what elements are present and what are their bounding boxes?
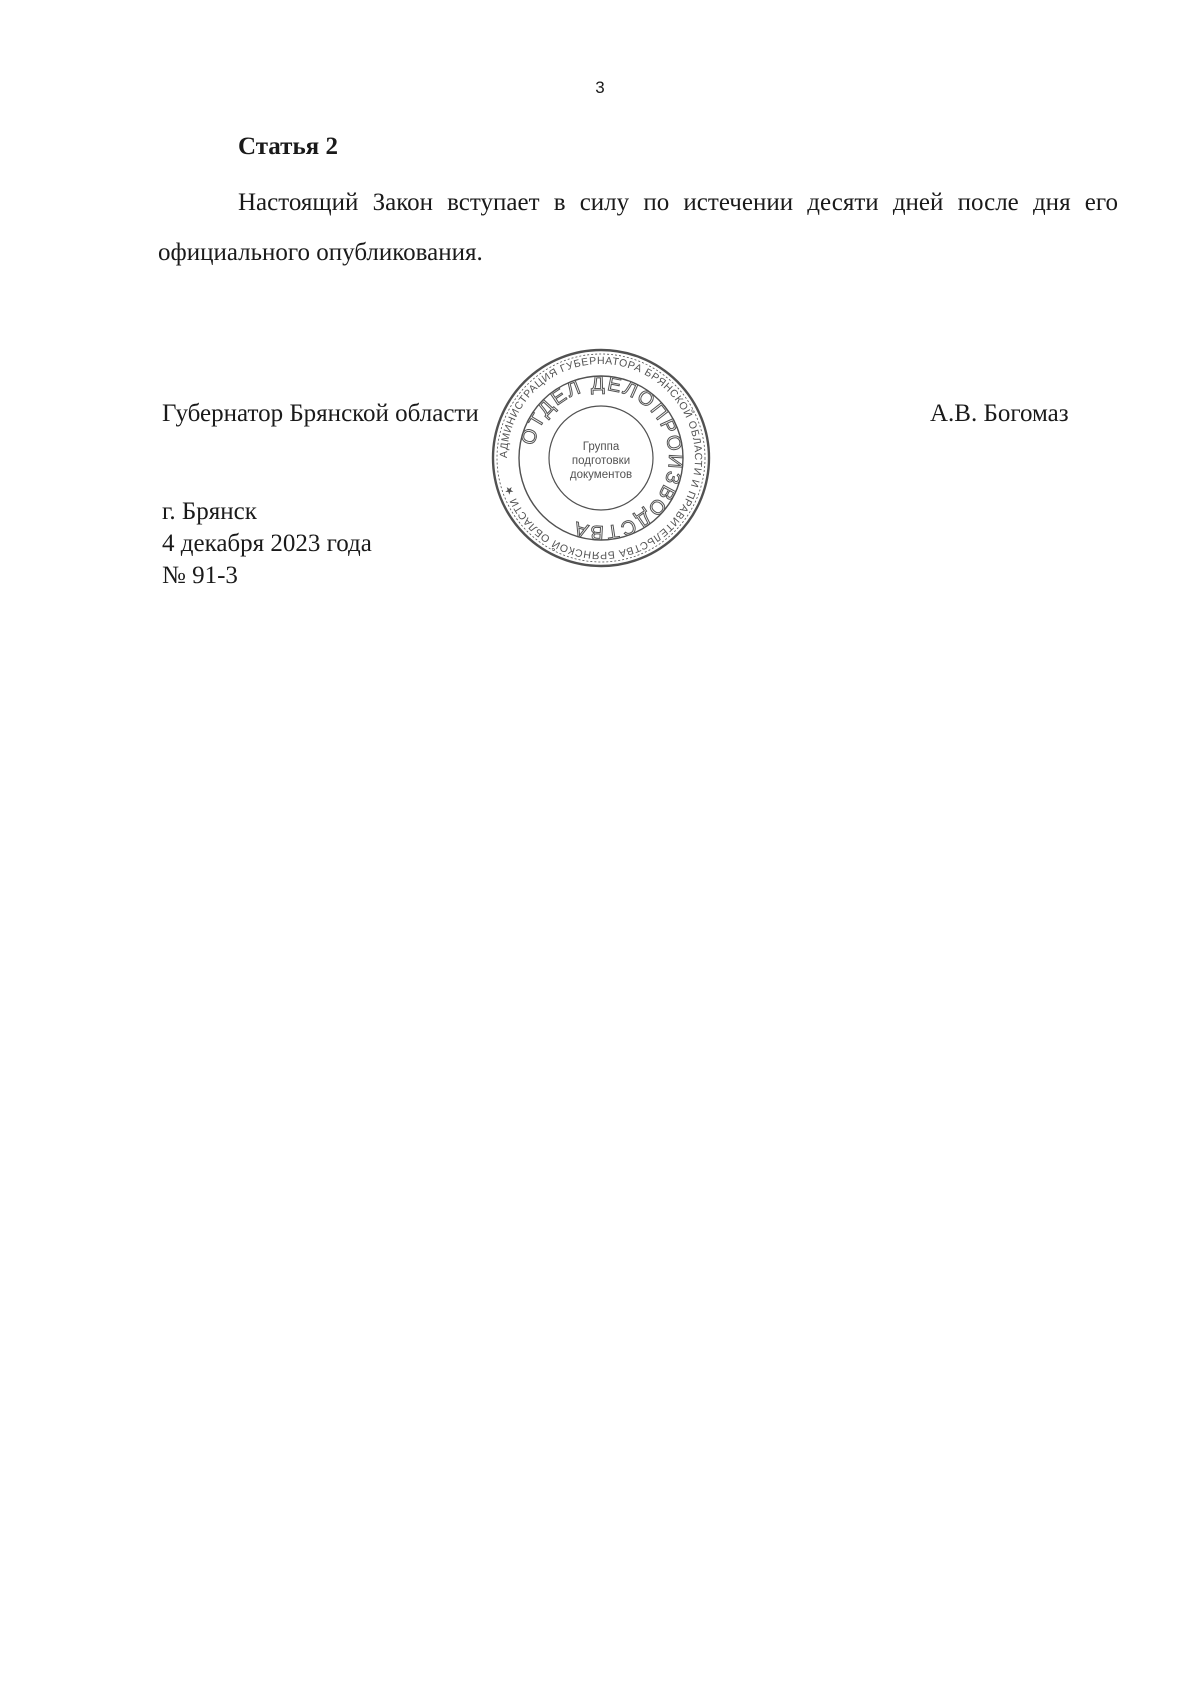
page-number: 3 (595, 78, 605, 97)
place-date-block (162, 496, 372, 592)
city: г. Брянск (162, 498, 257, 525)
official-stamp (489, 346, 713, 570)
date: 4 декабря 2023 года (162, 530, 372, 557)
stamp-center-line-3: документов (569, 469, 633, 481)
stamp-outer-text: АДМИНИСТРАЦИЯ ГУБЕРНАТОРА БРЯНСКОЙ ОБЛАСТИ И ПРАВИТЕЛЬСТВА БРЯНСКОЙ ОБЛАСТИ ★ (497, 354, 705, 562)
stamp-ring-text: ОТДЕЛ ДЕЛОПРОИЗВОДСТВА (517, 372, 687, 544)
stamp-graphic (489, 346, 713, 570)
signatory-name: А.В. Богомаз (930, 400, 1069, 427)
article-heading: Статья 2 (238, 133, 338, 160)
document-number: № 91-3 (162, 562, 238, 589)
signatory-position: Губернатор Брянской области (162, 400, 479, 427)
stamp-center-line-1: Группа (582, 441, 620, 453)
article-body: Настоящий Закон вступает в силу по истечении десяти дней после дня его официального опубликования. (158, 189, 1118, 266)
stamp-center-line-2: подготовки (571, 455, 631, 467)
